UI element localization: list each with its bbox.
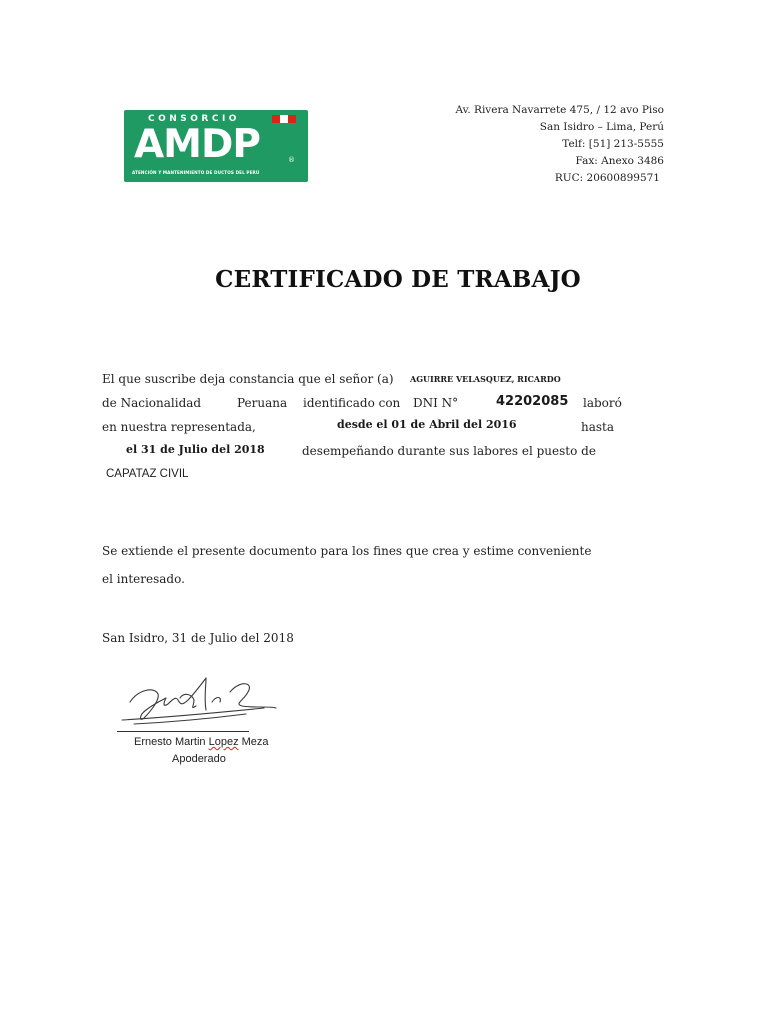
nationality-value: Peruana [237, 396, 288, 410]
job-position: CAPATAZ CIVIL [106, 468, 189, 480]
address-line-1: Av. Rivera Navarrete 475, / 12 avo Piso [455, 104, 664, 116]
logo-top-text: CONSORCIO [148, 114, 240, 124]
identified-text: identificado con [303, 396, 401, 410]
worked-text: laboró [583, 396, 622, 410]
address-fax: Fax: Anexo 3486 [575, 155, 664, 167]
intro-text: El que suscribe deja constancia que el señor (a) [102, 372, 394, 386]
registered-mark: ® [288, 156, 295, 164]
employee-name: AGUIRRE VELASQUEZ, RICARDO [410, 374, 561, 384]
signatory-last-name: Meza [241, 736, 269, 748]
signatory-role: Apoderado [172, 753, 226, 765]
handwritten-signature [114, 672, 282, 732]
logo-tagline: ATENCIÓN Y MANTENIMIENTO DE DUCTOS DEL PERÚ [132, 170, 260, 175]
dni-label: DNI N° [413, 396, 459, 410]
address-line-2: San Isidro – Lima, Perú [539, 121, 664, 133]
address-phone: Telf: [51] 213-5555 [562, 138, 664, 150]
representation-text: en nuestra representada, [102, 420, 256, 434]
logo-brand: AMDP [134, 122, 260, 167]
place-and-date: San Isidro, 31 de Julio del 2018 [102, 631, 294, 645]
dni-number: 42202085 [496, 394, 569, 409]
address-ruc: RUC: 20600899571 [554, 172, 660, 184]
signatory-middle-name: Lopez [208, 736, 239, 748]
purpose-text: Se extiende el presente documento para los fines que crea y estime conveniente [102, 544, 592, 558]
document-title: CERTIFICADO DE TRABAJO [215, 266, 581, 293]
signature-line [117, 731, 249, 732]
purpose-text-end: el interesado. [102, 572, 185, 586]
end-date: el 31 de Julio del 2018 [126, 443, 265, 456]
start-date: desde el 01 de Abril del 2016 [337, 418, 517, 431]
peru-flag-icon [272, 115, 296, 123]
company-logo [124, 110, 308, 182]
signatory-first-names: Ernesto Martin [134, 736, 206, 748]
nationality-label: de Nacionalidad [102, 396, 202, 410]
signatory-name [134, 736, 269, 748]
until-text: hasta [581, 420, 615, 434]
duties-text: desempeñando durante sus labores el puesto de [302, 444, 596, 458]
